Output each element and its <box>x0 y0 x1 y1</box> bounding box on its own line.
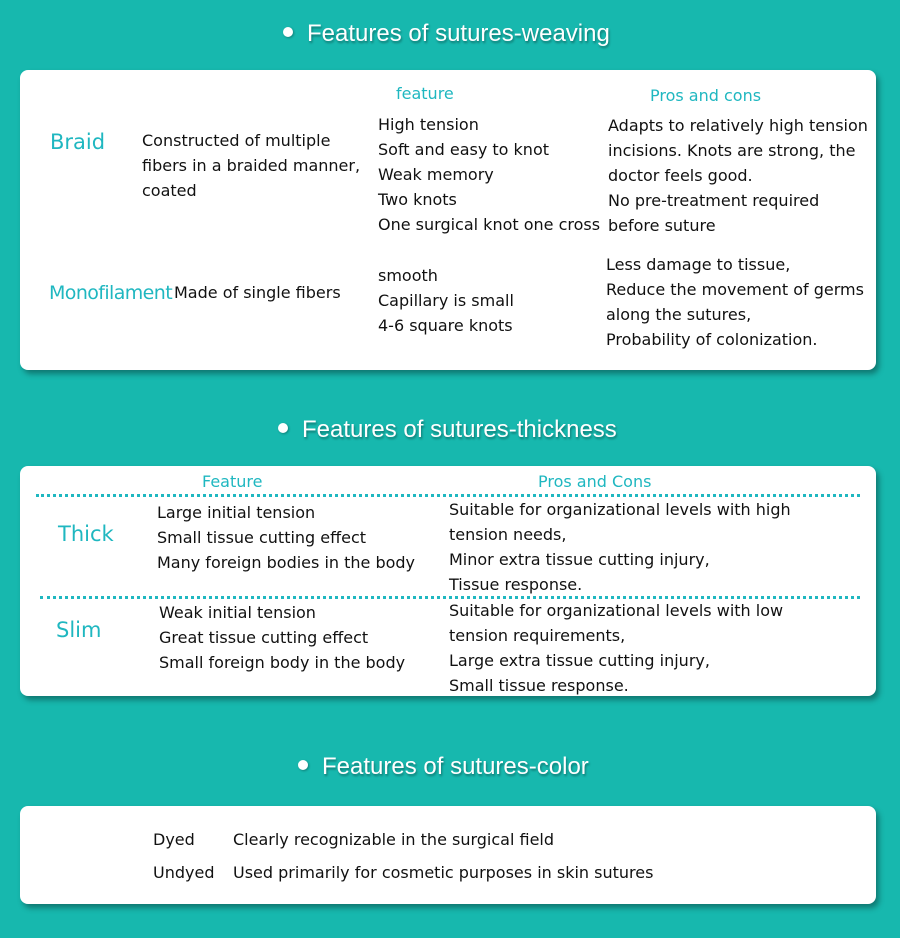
pros-line: along the sutures, <box>606 305 752 324</box>
weaving-row-label-monofilament: Monofilament <box>49 282 173 304</box>
pros-line: before suture <box>608 216 716 235</box>
pros-line: tension needs, <box>449 525 567 544</box>
feature-line: Large initial tension <box>157 503 316 522</box>
thickness-col-pros: Pros and Cons <box>538 472 652 491</box>
feature-line: High tension <box>378 115 479 134</box>
feature-line: One surgical knot one cross <box>378 215 601 234</box>
pros-line: No pre-treatment required <box>608 191 820 210</box>
pros-line: tension requirements, <box>449 626 626 645</box>
pros-line: Suitable for organizational levels with low <box>449 601 784 620</box>
pros-line: Adapts to relatively high tension <box>608 116 868 135</box>
color-row-text-dyed: Clearly recognizable in the surgical field <box>233 830 555 849</box>
thickness-row-label-slim: Slim <box>56 618 102 642</box>
pros-line: Suitable for organizational levels with high <box>449 500 791 519</box>
feature-line: 4-6 square knots <box>378 316 513 335</box>
weaving-col-feature: feature <box>396 84 454 103</box>
weaving-row-pros-braid <box>608 113 868 238</box>
pros-line: Minor extra tissue cutting injury, <box>449 550 710 569</box>
pros-line: incisions. Knots are strong, the <box>608 141 856 160</box>
color-heading <box>298 753 589 781</box>
weaving-heading <box>283 20 610 48</box>
feature-line: Two knots <box>378 190 457 209</box>
thickness-card <box>20 466 876 696</box>
color-card <box>20 806 876 904</box>
weaving-col-pros: Pros and cons <box>650 86 762 105</box>
color-row-label-undyed: Undyed <box>153 863 215 882</box>
thickness-row-label-thick: Thick <box>58 522 114 546</box>
pros-line: Reduce the movement of germs <box>606 280 864 299</box>
feature-line: Weak initial tension <box>159 603 316 622</box>
thickness-heading-text: Features of sutures-thickness <box>302 416 617 443</box>
bullet-icon <box>283 27 293 37</box>
feature-line: Small tissue cutting effect <box>157 528 367 547</box>
pros-line: Less damage to tissue, <box>606 255 791 274</box>
weaving-row-features-braid <box>378 112 600 237</box>
color-row-text-undyed: Used primarily for cosmetic purposes in skin sutures <box>233 863 654 882</box>
weaving-row-pros-monofilament <box>606 252 864 352</box>
thickness-row-features-slim <box>159 600 405 675</box>
thickness-row-pros-thick <box>449 497 791 597</box>
feature-line: Weak memory <box>378 165 494 184</box>
pros-line: doctor feels good. <box>608 166 753 185</box>
feature-line: Soft and easy to knot <box>378 140 549 159</box>
bullet-icon <box>278 423 288 433</box>
feature-line: Many foreign bodies in the body <box>157 553 416 572</box>
description-line: Constructed of multiple <box>142 131 331 150</box>
thickness-row-features-thick <box>157 500 415 575</box>
color-row-label-dyed: Dyed <box>153 830 195 849</box>
description-line: Made of single fibers <box>174 283 341 302</box>
pros-line: Probability of colonization. <box>606 330 818 349</box>
weaving-row-description-monofilament <box>174 280 341 305</box>
color-heading-text: Features of sutures-color <box>322 753 589 780</box>
description-line: coated <box>142 181 197 200</box>
weaving-card <box>20 70 876 370</box>
weaving-row-label-braid: Braid <box>50 130 106 154</box>
weaving-row-features-monofilament <box>378 263 514 338</box>
pros-line: Tissue response. <box>449 575 583 594</box>
thickness-heading <box>278 416 617 444</box>
weaving-row-description-braid <box>142 128 360 203</box>
feature-line: Capillary is small <box>378 291 514 310</box>
pros-line: Small tissue response. <box>449 676 629 695</box>
thickness-col-feature: Feature <box>202 472 263 491</box>
pros-line: Large extra tissue cutting injury, <box>449 651 710 670</box>
weaving-heading-text: Features of sutures-weaving <box>307 20 610 47</box>
feature-line: smooth <box>378 266 438 285</box>
bullet-icon <box>298 760 308 770</box>
thickness-row-pros-slim <box>449 598 783 698</box>
description-line: fibers in a braided manner, <box>142 156 361 175</box>
feature-line: Small foreign body in the body <box>159 653 406 672</box>
feature-line: Great tissue cutting effect <box>159 628 369 647</box>
